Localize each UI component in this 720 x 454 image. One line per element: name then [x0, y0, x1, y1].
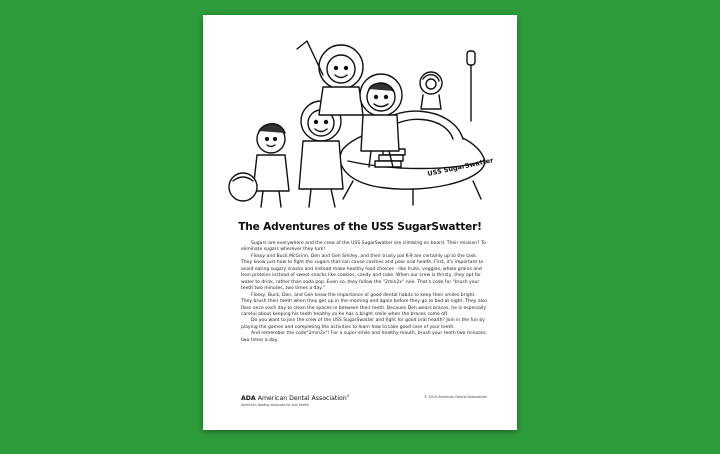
- ada-organization-name: American Dental Association: [257, 395, 347, 403]
- paragraph-habits: Flossy, Buck, Den, and Gen know the importance of good dental habits to keep their smiles bright. They brush their teeth when they get up in the morning and again before they go to bed at night. They also floss once each day to clean the spaces in between their teeth. Because Den wears braces, he is especially careful about keeping his teeth healthy so he has a bright smile when the braces come off.: [241, 292, 488, 317]
- paragraph-remember: And remember the code"2min2x"! For a super smile and healthy mouth, brush your teeth two minutes, two times a day.: [241, 331, 487, 343]
- ada-tagline: America's leading advocate for oral health: [241, 403, 309, 407]
- paragraph-mission: Sugars are everywhere and the crew of the USS SugarSwatter are climbing on board. Their mission? To eliminate sugars wherever they lurk!: [241, 241, 486, 253]
- astronaut-gen-drawing: [297, 41, 363, 115]
- copyright-notice: © 2015 American Dental Association: [424, 395, 487, 399]
- astronaut-crew-illustration: [223, 21, 497, 211]
- astronaut-buck-drawing: [299, 101, 343, 207]
- astronaut-flossy-drawing: [229, 124, 289, 207]
- k9-dog-drawing: [420, 72, 442, 109]
- registered-mark: ®: [346, 394, 350, 398]
- story-title: The Adventures of the USS SugarSwatter!: [238, 221, 482, 233]
- ship-name-label: USS SugarSwatter: [426, 156, 495, 178]
- paragraph-join: Do you want to join the crew of the USS SugarSwatter and fight for good oral health? Join in the fun by playing the games and completing the activities to learn how to take good care of your teeth.: [241, 318, 485, 330]
- activity-sheet: [203, 15, 517, 430]
- page-footer: [241, 394, 487, 414]
- story-body: [241, 241, 487, 344]
- ada-logo: [241, 394, 350, 402]
- paragraph-crew: Flossy and Buck McGrinn, Den and Gen Smiley, and their trusty pal K-9 are certainly up to the task. They know just how to fight the sugars that can cause cavities and poor oral health. First, it's important to avoid eating sugary snacks and instead make healthy food choices - like fruits, veggies, whole grains and lean proteins instead of sweet snacks like cookies, candy and cake. When our crew is thirsty, they opt for water to drink, rather than soda pop. Even so, they follow the "2min2x" rule. That's code for "brush your teeth two minutes, two times a day.": [241, 253, 484, 292]
- ada-logo-mark: ADA: [241, 395, 256, 403]
